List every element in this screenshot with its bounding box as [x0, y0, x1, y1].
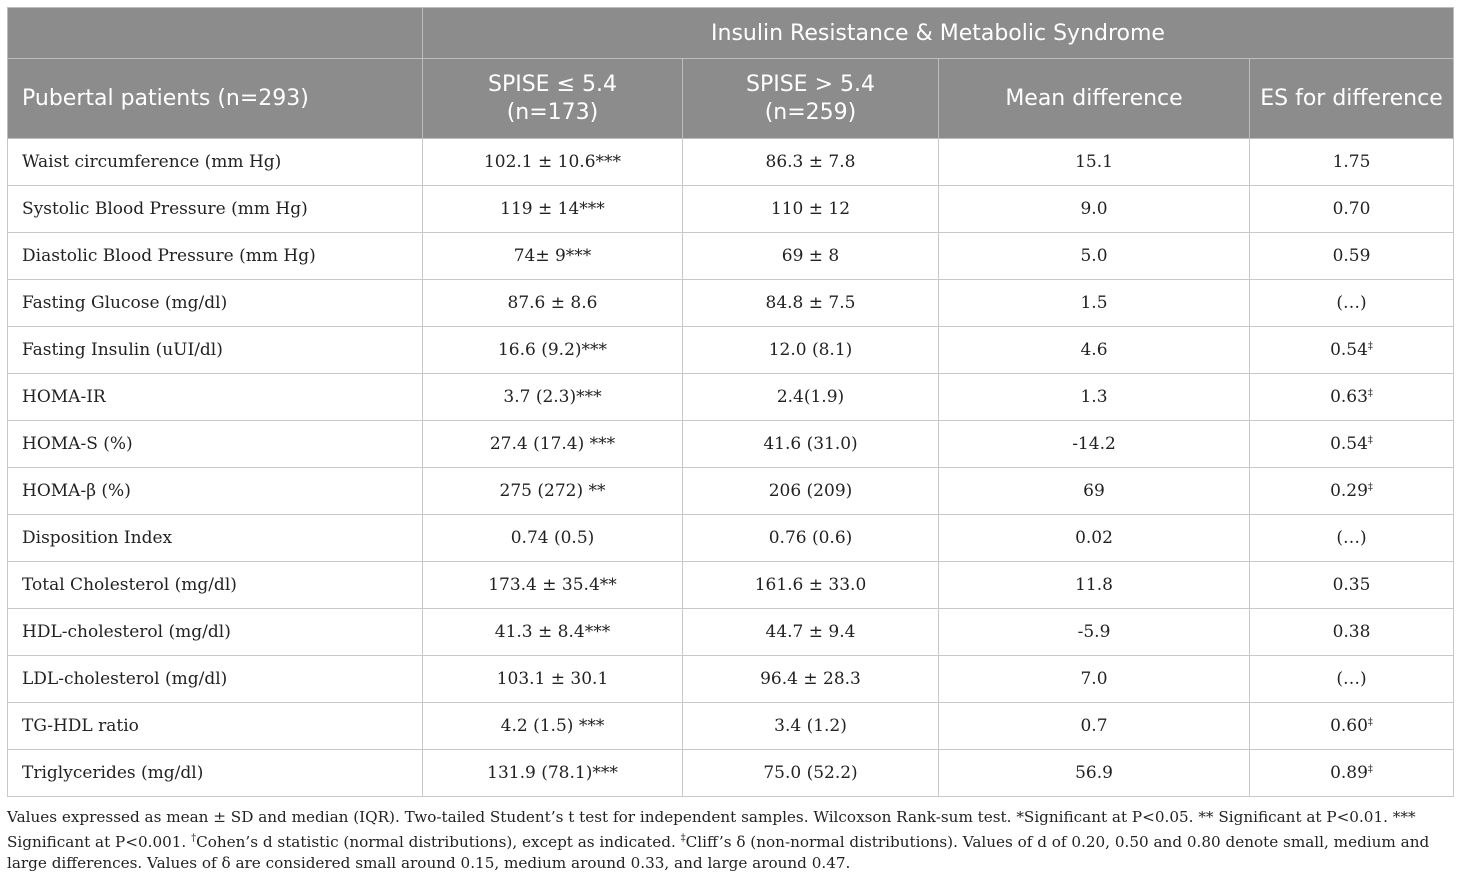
row-label: HDL-cholesterol (mg/dl) [8, 609, 423, 656]
row-header: Pubertal patients (n=293) [8, 59, 423, 139]
double-dagger-marker: ‡ [680, 833, 686, 844]
row-label: Triglycerides (mg/dl) [8, 750, 423, 797]
table-body [8, 139, 1454, 797]
spise-high-value: 0.76 (0.6) [683, 515, 939, 562]
es-cell [1250, 186, 1454, 233]
table-row [8, 656, 1454, 703]
spise-low-value: 41.3 ± 8.4*** [423, 609, 683, 656]
results-table [7, 7, 1454, 797]
table-row [8, 421, 1454, 468]
spise-high-value: 69 ± 8 [683, 233, 939, 280]
spise-high-value: 75.0 (52.2) [683, 750, 939, 797]
table-row [8, 280, 1454, 327]
table-row [8, 139, 1454, 186]
spise-high-value: 41.6 (31.0) [683, 421, 939, 468]
column-header-spise-high [683, 59, 939, 139]
row-label: Disposition Index [8, 515, 423, 562]
spise-high-value: 12.0 (8.1) [683, 327, 939, 374]
es-value: 0.29 [1330, 481, 1368, 501]
table-row [8, 750, 1454, 797]
column-header-line2: (n=259) [764, 99, 857, 125]
column-header-spise-low [423, 59, 683, 139]
mean-difference-value: 0.7 [939, 703, 1250, 750]
spise-high-value: 3.4 (1.2) [683, 703, 939, 750]
row-label: HOMA-β (%) [8, 468, 423, 515]
es-value: 1.75 [1332, 152, 1371, 172]
spise-high-value: 161.6 ± 33.0 [683, 562, 939, 609]
es-value: 0.38 [1332, 622, 1371, 642]
mean-difference-value: 1.5 [939, 280, 1250, 327]
es-value: (…) [1336, 528, 1367, 548]
es-value: 0.35 [1332, 575, 1371, 595]
dagger-marker: † [191, 833, 197, 844]
table-row [8, 703, 1454, 750]
es-cell [1250, 374, 1454, 421]
spise-high-value: 96.4 ± 28.3 [683, 656, 939, 703]
spise-high-value: 2.4(1.9) [683, 374, 939, 421]
row-label: TG-HDL ratio [8, 703, 423, 750]
spise-low-value: 131.9 (78.1)*** [423, 750, 683, 797]
row-label: Diastolic Blood Pressure (mm Hg) [8, 233, 423, 280]
row-label: Total Cholesterol (mg/dl) [8, 562, 423, 609]
group-header-row [8, 8, 1454, 59]
es-cell [1250, 609, 1454, 656]
mean-difference-value: 69 [939, 468, 1250, 515]
es-value: 0.54 [1330, 340, 1368, 360]
table-row [8, 374, 1454, 421]
column-header-mean-difference: Mean difference [939, 59, 1250, 139]
footnote-text: Values expressed as mean ± SD and median (IQR). Two-tailed Student’s t test for independent samples. Wilcoxson Rank-sum test. *Significant at P<0.05. ** Significant at P<0.01. *** Significant at P<0.001. [7, 808, 1416, 851]
mean-difference-value: 11.8 [939, 562, 1250, 609]
column-header-es-difference: ES for difference [1250, 59, 1454, 139]
mean-difference-value: -5.9 [939, 609, 1250, 656]
es-value: 0.54 [1330, 434, 1368, 454]
es-value: (…) [1336, 669, 1367, 689]
es-cell [1250, 750, 1454, 797]
table-row [8, 468, 1454, 515]
row-label: HOMA-S (%) [8, 421, 423, 468]
spise-high-value: 84.8 ± 7.5 [683, 280, 939, 327]
spise-low-value: 4.2 (1.5) *** [423, 703, 683, 750]
es-value: (…) [1336, 293, 1367, 313]
spise-low-value: 119 ± 14*** [423, 186, 683, 233]
spise-low-value: 0.74 (0.5) [423, 515, 683, 562]
es-value: 0.89 [1330, 763, 1368, 783]
mean-difference-value: 15.1 [939, 139, 1250, 186]
spise-high-value: 110 ± 12 [683, 186, 939, 233]
mean-difference-value: 1.3 [939, 374, 1250, 421]
row-label: Systolic Blood Pressure (mm Hg) [8, 186, 423, 233]
spise-high-value: 206 (209) [683, 468, 939, 515]
mean-difference-value: 4.6 [939, 327, 1250, 374]
es-value: 0.70 [1332, 199, 1371, 219]
mean-difference-value: 9.0 [939, 186, 1250, 233]
spise-low-value: 275 (272) ** [423, 468, 683, 515]
mean-difference-value: 0.02 [939, 515, 1250, 562]
es-marker: ‡ [1367, 717, 1373, 728]
row-label: Fasting Insulin (uUI/dl) [8, 327, 423, 374]
mean-difference-value: -14.2 [939, 421, 1250, 468]
column-header-row [8, 59, 1454, 139]
mean-difference-value: 5.0 [939, 233, 1250, 280]
spise-low-value: 103.1 ± 30.1 [423, 656, 683, 703]
spise-high-value: 86.3 ± 7.8 [683, 139, 939, 186]
table-row [8, 609, 1454, 656]
column-header-line1: SPISE > 5.4 [746, 71, 875, 97]
spise-low-value: 87.6 ± 8.6 [423, 280, 683, 327]
column-header-line2: (n=173) [506, 99, 599, 125]
column-header-line1: SPISE ≤ 5.4 [488, 71, 617, 97]
spise-low-value: 173.4 ± 35.4** [423, 562, 683, 609]
table-row [8, 515, 1454, 562]
es-value: 0.60 [1330, 716, 1368, 736]
spise-low-value: 3.7 (2.3)*** [423, 374, 683, 421]
es-cell [1250, 233, 1454, 280]
es-marker: ‡ [1367, 435, 1373, 446]
header-corner [8, 8, 423, 59]
mean-difference-value: 56.9 [939, 750, 1250, 797]
es-cell [1250, 421, 1454, 468]
row-label: HOMA-IR [8, 374, 423, 421]
spise-low-value: 74± 9*** [423, 233, 683, 280]
es-cell [1250, 562, 1454, 609]
es-cell [1250, 280, 1454, 327]
spise-low-value: 27.4 (17.4) *** [423, 421, 683, 468]
es-cell [1250, 327, 1454, 374]
es-value: 0.63 [1330, 387, 1368, 407]
es-marker: ‡ [1367, 764, 1373, 775]
footnote-text: Cliff’s δ (non-normal distributions). Values of d of 0.20, 0.50 and 0.80 denote small, medium and large differences. Values of δ are considered small around 0.15, medium around 0.33, and large around 0.47. [7, 833, 1430, 872]
table-row [8, 562, 1454, 609]
es-cell [1250, 703, 1454, 750]
es-cell [1250, 139, 1454, 186]
table-row [8, 233, 1454, 280]
group-header: Insulin Resistance & Metabolic Syndrome [423, 8, 1454, 59]
row-label: Fasting Glucose (mg/dl) [8, 280, 423, 327]
es-marker: ‡ [1367, 388, 1373, 399]
es-value: 0.59 [1332, 246, 1371, 266]
row-label: Waist circumference (mm Hg) [8, 139, 423, 186]
table-container [7, 7, 1453, 874]
es-marker: ‡ [1367, 482, 1373, 493]
table-row [8, 327, 1454, 374]
table-footnote [7, 807, 1453, 874]
table-row [8, 186, 1454, 233]
spise-low-value: 102.1 ± 10.6*** [423, 139, 683, 186]
es-cell [1250, 656, 1454, 703]
es-marker: ‡ [1367, 341, 1373, 352]
row-label: LDL-cholesterol (mg/dl) [8, 656, 423, 703]
spise-high-value: 44.7 ± 9.4 [683, 609, 939, 656]
es-cell [1250, 515, 1454, 562]
spise-low-value: 16.6 (9.2)*** [423, 327, 683, 374]
footnote-text: Cohen’s d statistic (normal distributions), except as indicated. [196, 833, 681, 851]
mean-difference-value: 7.0 [939, 656, 1250, 703]
es-cell [1250, 468, 1454, 515]
